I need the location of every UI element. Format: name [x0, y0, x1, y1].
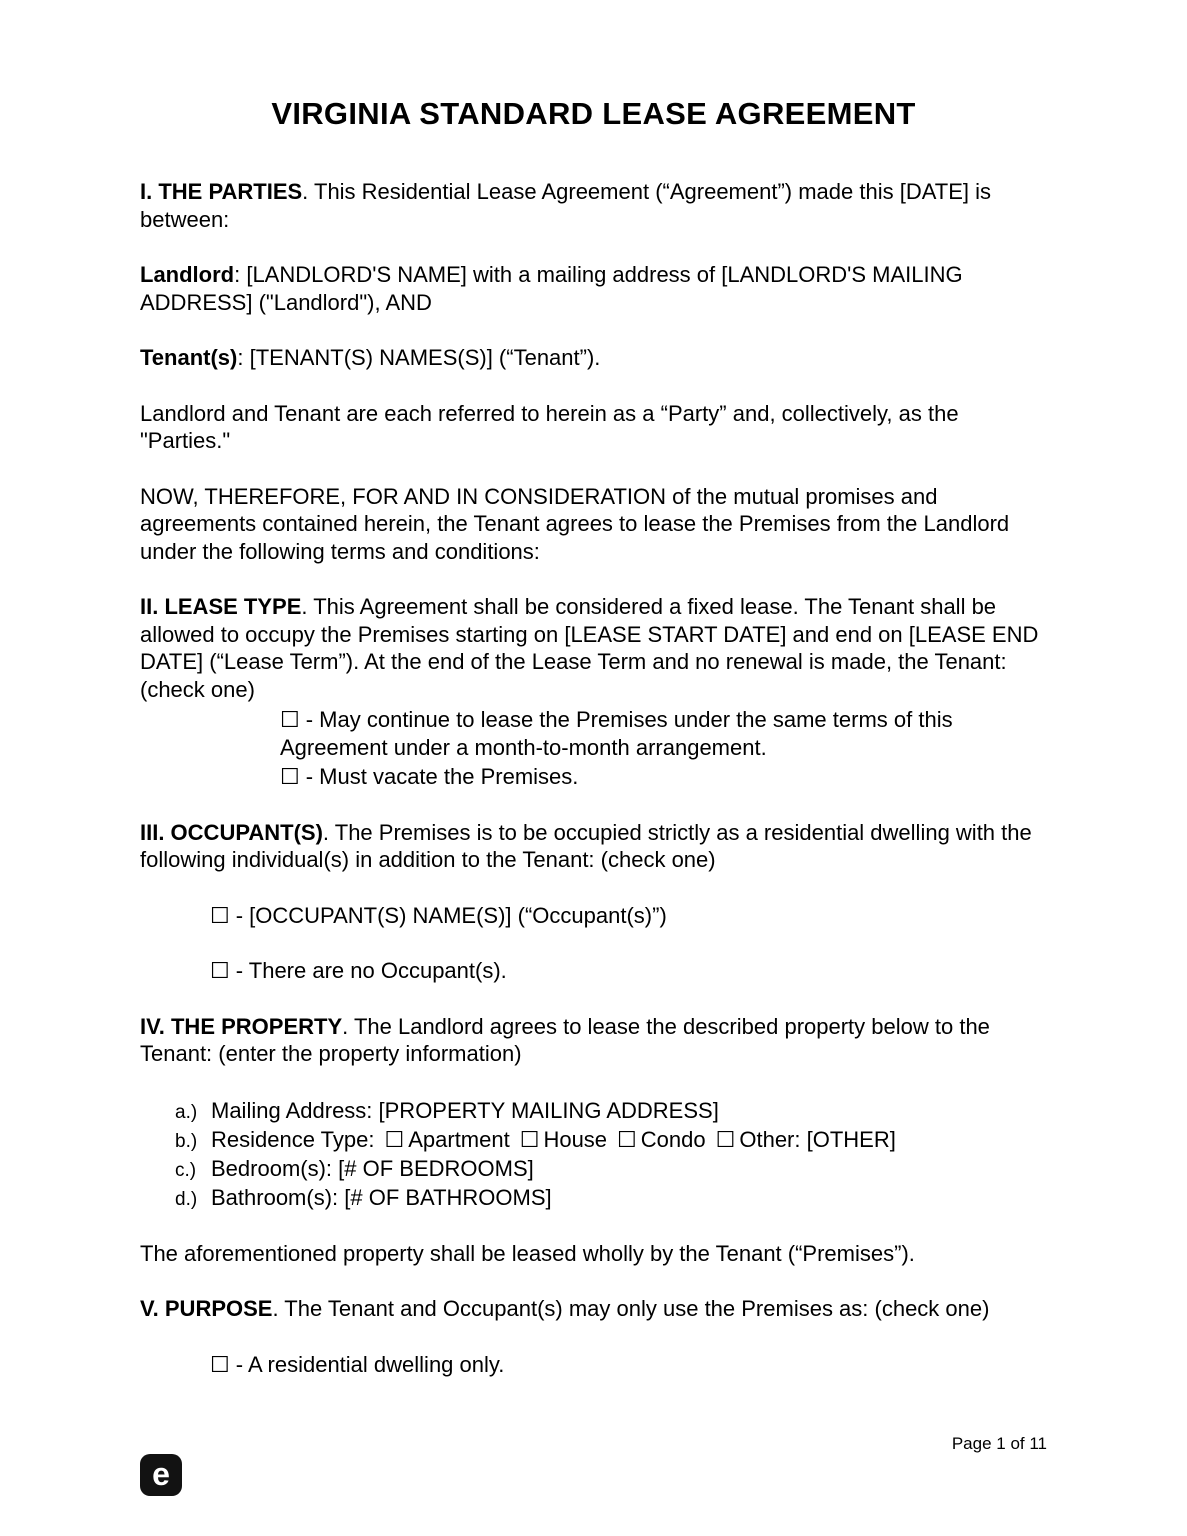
- clause-landlord-heading: Landlord: [140, 262, 235, 287]
- checkbox-icon[interactable]: ☐: [384, 1126, 405, 1152]
- list-marker: d.): [175, 1188, 198, 1210]
- section-property-text: . The Landlord agrees to lease the described property below to the Tenant: (enter the property information): [140, 1013, 990, 1066]
- residence-choice-condo: Condo: [640, 1126, 706, 1152]
- clause-premises-note: The aforementioned property shall be leased wholly by the Tenant (“Premises”).: [140, 1240, 915, 1266]
- page-number: Page 1 of 11: [951, 1434, 1047, 1453]
- list-marker: a.): [175, 1101, 198, 1123]
- occupants-option-none: [210, 957, 1047, 985]
- section-parties: [140, 178, 1047, 233]
- residence-choice-apartment: Apartment: [408, 1126, 510, 1152]
- option-label: - There are no Occupant(s).: [235, 958, 507, 983]
- checkbox-icon[interactable]: ☐: [519, 1126, 540, 1152]
- list-marker: b.): [175, 1130, 198, 1152]
- option-label: - May continue to lease the Premises under the same terms of this Agreement under a month-to-month arrangement.: [280, 707, 953, 760]
- section-lease-type-heading: II. LEASE TYPE: [140, 594, 302, 619]
- occupants-option-names: [210, 902, 1047, 930]
- occupants-options: [210, 902, 1047, 985]
- document-title: VIRGINIA STANDARD LEASE AGREEMENT: [271, 96, 916, 131]
- property-item-bathrooms: [175, 1183, 1047, 1212]
- checkbox-icon[interactable]: ☐: [617, 1126, 637, 1152]
- clause-tenant-heading: Tenant(s): [140, 345, 238, 370]
- property-item-residence-type: [175, 1125, 1047, 1154]
- residence-type-label: Residence Type:: [211, 1126, 375, 1152]
- residence-choice-house: House: [543, 1126, 608, 1152]
- option-label: - A residential dwelling only.: [235, 1351, 505, 1377]
- option-label: - [OCCUPANT(S) NAME(S)] (“Occupant(s)”): [235, 902, 667, 928]
- section-purpose-text: . The Tenant and Occupant(s) may only use the Premises as: (check one): [272, 1296, 990, 1322]
- property-item-text: Bathroom(s): [# OF BATHROOMS]: [211, 1184, 552, 1210]
- section-parties-heading: I. THE PARTIES: [140, 179, 303, 204]
- property-item-text: Mailing Address: [PROPERTY MAILING ADDRESS]: [211, 1097, 719, 1123]
- eforms-logo: [140, 1454, 182, 1496]
- checkbox-icon[interactable]: ☐: [715, 1126, 736, 1152]
- option-label: - Must vacate the Premises.: [305, 764, 579, 789]
- section-property: [140, 1013, 1047, 1068]
- section-occupants-heading: III. OCCUPANT(S): [140, 819, 323, 845]
- checkbox-icon[interactable]: ☐: [210, 958, 230, 983]
- checkbox-icon[interactable]: ☐: [210, 1351, 230, 1377]
- lease-type-option-month-to-month: [280, 706, 1047, 761]
- checkbox-icon[interactable]: ☐: [210, 902, 230, 928]
- property-item-bedrooms: [175, 1154, 1047, 1183]
- section-lease-type: [140, 593, 1047, 703]
- checkbox-icon[interactable]: ☐: [280, 764, 300, 789]
- property-item-text: Bedroom(s): [# OF BEDROOMS]: [211, 1155, 534, 1181]
- clause-consideration: NOW, THEREFORE, FOR AND IN CONSIDERATION of the mutual promises and agreements contained herein, the Tenant agrees to lease the Premises from the Landlord under the following terms and conditions:: [140, 483, 1010, 564]
- section-purpose-heading: V. PURPOSE: [140, 1296, 273, 1322]
- section-parties-text: . This Residential Lease Agreement (“Agreement”) made this [DATE] is between:: [140, 179, 991, 232]
- eforms-logo-letter: e: [152, 1456, 170, 1492]
- section-lease-type-text: . This Agreement shall be considered a fixed lease. The Tenant shall be allowed to occupy the Premises starting on [LEASE START DATE] and end on [LEASE END DATE] (“Lease Term”). At the end of the Lease Term and no renewal is made, the Tenant: (check one): [140, 594, 1039, 702]
- property-list: [175, 1096, 1047, 1212]
- section-property-heading: IV. THE PROPERTY: [140, 1013, 343, 1039]
- purpose-option-residential: [210, 1351, 1047, 1379]
- section-occupants: [140, 819, 1047, 874]
- checkbox-icon[interactable]: ☐: [280, 707, 300, 732]
- clause-landlord: [140, 261, 1047, 316]
- purpose-options: [210, 1351, 1047, 1379]
- lease-type-options: [280, 706, 1047, 791]
- lease-type-option-vacate: [280, 763, 1047, 791]
- clause-tenant: [140, 344, 1047, 372]
- section-occupants-text: . The Premises is to be occupied strictly as a residential dwelling with the following individual(s) in addition to the Tenant: (check one): [140, 819, 1032, 872]
- clause-tenant-text: : [TENANT(S) NAMES(S)] (“Tenant”).: [237, 345, 601, 370]
- clause-landlord-text: : [LANDLORD'S NAME] with a mailing address of [LANDLORD'S MAILING ADDRESS] ("Landlord"), AND: [140, 262, 963, 315]
- property-item-mailing-address: [175, 1096, 1047, 1125]
- clause-parties-note: Landlord and Tenant are each referred to herein as a “Party” and, collectively, as the "Parties.": [140, 400, 959, 453]
- list-marker: c.): [175, 1159, 197, 1181]
- section-purpose: [140, 1295, 1047, 1323]
- residence-choice-other: Other: [OTHER]: [739, 1126, 896, 1152]
